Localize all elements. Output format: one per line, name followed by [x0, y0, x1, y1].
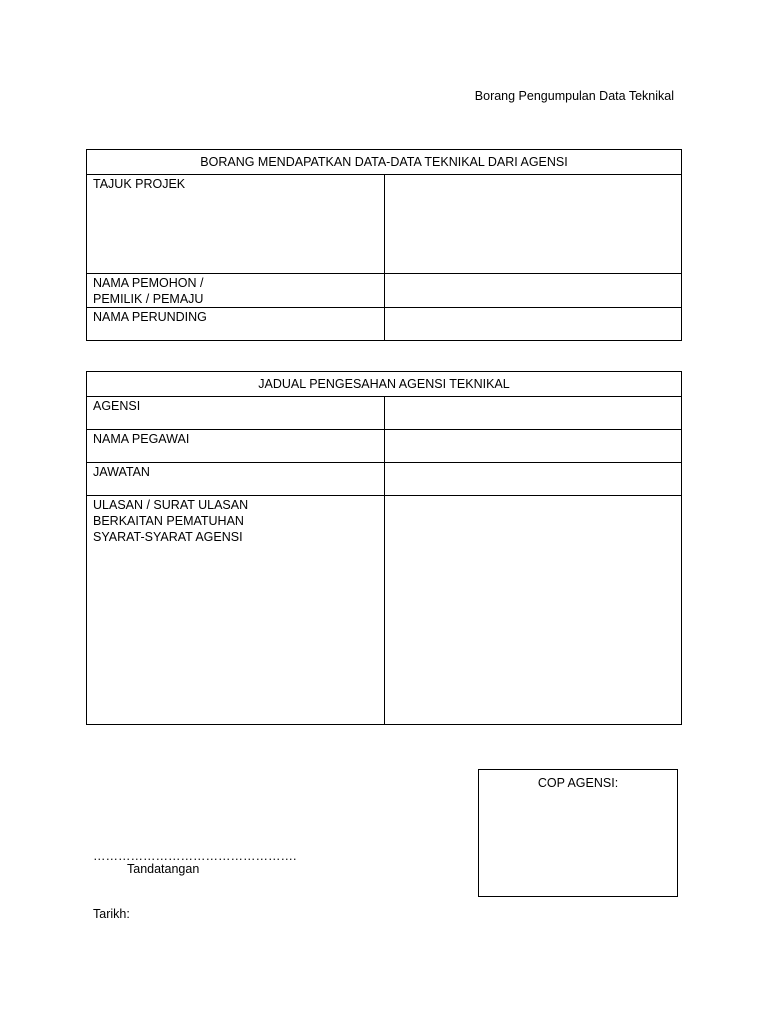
field-officer-name[interactable]: [384, 430, 682, 463]
section2-title: JADUAL PENGESAHAN AGENSI TEKNIKAL: [87, 372, 682, 397]
technical-data-form-table: [86, 149, 682, 341]
label-applicant-line1: NAMA PEMOHON /: [93, 276, 204, 290]
field-consultant[interactable]: [384, 308, 682, 341]
label-applicant: [87, 274, 385, 308]
label-position: JAWATAN: [87, 463, 385, 496]
label-agency: AGENSI: [87, 397, 385, 430]
document-title: Borang Pengumpulan Data Teknikal: [474, 89, 674, 103]
label-comments-line2: BERKAITAN PEMATUHAN: [93, 514, 244, 528]
field-applicant[interactable]: [384, 274, 682, 308]
label-comments: [87, 496, 385, 725]
field-comments[interactable]: [384, 496, 682, 725]
signature-line: ………………………………………….: [93, 849, 297, 863]
label-comments-line1: ULASAN / SURAT ULASAN: [93, 498, 249, 512]
section1-title: BORANG MENDAPATKAN DATA-DATA TEKNIKAL DARI AGENSI: [87, 150, 682, 175]
field-agency[interactable]: [384, 397, 682, 430]
field-position[interactable]: [384, 463, 682, 496]
label-consultant: NAMA PERUNDING: [87, 308, 385, 341]
field-project-title[interactable]: [384, 175, 682, 274]
label-officer-name: NAMA PEGAWAI: [87, 430, 385, 463]
agency-stamp-label: COP AGENSI:: [537, 776, 619, 790]
date-label: Tarikh:: [93, 907, 130, 921]
signature-label: Tandatangan: [127, 862, 200, 876]
label-applicant-line2: PEMILIK / PEMAJU: [93, 292, 204, 306]
label-project-title: TAJUK PROJEK: [87, 175, 385, 274]
agency-verification-table: [86, 371, 682, 725]
agency-stamp-box: [478, 769, 678, 897]
label-comments-line3: SYARAT-SYARAT AGENSI: [93, 530, 243, 544]
